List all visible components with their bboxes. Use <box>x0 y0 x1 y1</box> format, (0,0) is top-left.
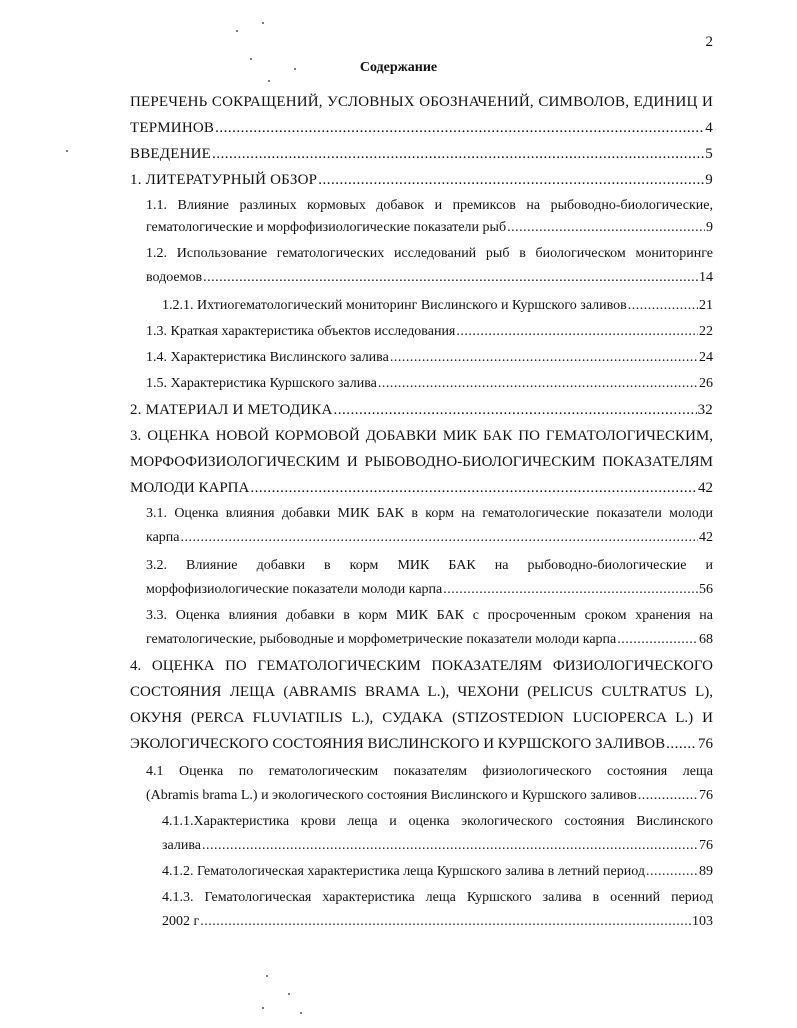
toc-entry-1-3[interactable] <box>146 320 713 344</box>
scan-speck <box>266 975 268 977</box>
toc-entry-title: 4.1.2. Гематологическая характеристика леща Куршского залива в летний период <box>162 864 645 879</box>
toc-entry-page: 5 <box>705 146 713 162</box>
toc-entry-page: 24 <box>699 350 713 365</box>
toc-entry-page: 76 <box>698 736 713 752</box>
toc-entry-3-1-line1: 3.1. Оценка влияния добавки МИК БАК в корм на гематологические показатели молоди <box>146 506 713 521</box>
scan-speck <box>236 30 238 32</box>
toc-entry-materials[interactable] <box>130 398 713 422</box>
toc-entry-page: 9 <box>706 220 713 235</box>
toc-entry-4-line1: 4. ОЦЕНКА ПО ГЕМАТОЛОГИЧЕСКИМ ПОКАЗАТЕЛЯМ ФИЗИОЛОГИЧЕСКОГО <box>130 658 713 674</box>
toc-entry-title: карпа <box>146 530 180 545</box>
toc-entry-1-2-1[interactable] <box>162 294 713 318</box>
scan-speck <box>66 150 68 152</box>
toc-entry-3-3-line1: 3.3. Оценка влияния добавки в корм МИК БАК с просроченным сроком хранения на <box>146 608 713 623</box>
toc-entry-1-1-line1: 1.1. Влияние разлиных кормовых добавок и премиксов на рыбоводно-биологические, <box>146 198 713 213</box>
toc-entry-page: 32 <box>697 402 713 418</box>
toc-entry-1-2-line1: 1.2. Использование гематологических исследований рыб в биологическом мониторинге <box>146 246 713 261</box>
scan-speck <box>300 1012 302 1014</box>
toc-entry-page: 42 <box>698 480 713 496</box>
toc-entry-3-line2: МОРФОФИЗИОЛОГИЧЕСКИМ И РЫБОВОДНО-БИОЛОГИЧЕСКИМ ПОКАЗАТЕЛЯМ <box>130 454 713 470</box>
toc-entry-page: 103 <box>692 914 713 929</box>
toc-entry-1-1[interactable] <box>146 216 713 240</box>
scan-speck <box>262 22 264 24</box>
toc-entry-page: 42 <box>699 530 713 545</box>
toc-entry-3-2-line1: 3.2. Влияние добавки в корм МИК БАК на рыбоводно-биологические и <box>146 558 713 573</box>
scan-speck <box>268 80 270 82</box>
toc-entry-title: ЭКОЛОГИЧЕСКОГО СОСТОЯНИЯ ВИСЛИНСКОГО И КУРШСКОГО ЗАЛИВОВ <box>130 736 666 752</box>
toc-entry-title: морфофизиологические показатели молоди карпа <box>146 582 443 597</box>
toc-entry-title: 1.5. Характеристика Куршского залива <box>146 376 377 391</box>
toc-entry-page: 56 <box>699 582 713 597</box>
toc-entry-literature-review[interactable] <box>130 168 713 192</box>
toc-entry-title: ТЕРМИНОВ <box>130 120 215 136</box>
toc-entry-title: ВВЕДЕНИЕ <box>130 146 211 162</box>
toc-entry-page: 76 <box>699 788 713 803</box>
toc-entry-4-line2: СОСТОЯНИЯ ЛЕЩА (ABRAMIS BRAMA L.), ЧЕХОНИ (PELICUS CULTRATUS L), <box>130 684 713 700</box>
toc-entry-title: 1.2.1. Ихтиогематологический мониторинг Вислинского и Куршского заливов <box>162 298 627 313</box>
scan-speck <box>288 993 290 995</box>
toc-entry-3[interactable] <box>130 476 713 500</box>
toc-entry-page: 76 <box>699 838 713 853</box>
toc-entry-abbreviations-line1: ПЕРЕЧЕНЬ СОКРАЩЕНИЙ, УСЛОВНЫХ ОБОЗНАЧЕНИЙ, СИМВОЛОВ, ЕДИНИЦ И <box>130 94 713 110</box>
toc-entry-4-1[interactable] <box>146 784 713 808</box>
toc-entry-page: 89 <box>699 864 713 879</box>
toc-entry-1-5[interactable] <box>146 372 713 396</box>
page-number: 2 <box>705 34 713 50</box>
toc-entry-1-4[interactable] <box>146 346 713 370</box>
toc-entry-page: 4 <box>705 120 713 136</box>
toc-entry-title: водоемов <box>146 270 203 285</box>
toc-entry-4[interactable] <box>130 732 713 756</box>
toc-entry-title: 2. МАТЕРИАЛ И МЕТОДИКА <box>130 402 333 418</box>
toc-entry-page: 68 <box>699 632 713 647</box>
toc-entry-title: 1.4. Характеристика Вислинского залива <box>146 350 389 365</box>
toc-entry-title: 1. ЛИТЕРАТУРНЫЙ ОБЗОР <box>130 172 318 188</box>
scan-speck <box>250 58 252 60</box>
scan-speck <box>262 1007 264 1009</box>
toc-entry-3-3[interactable] <box>146 628 713 652</box>
toc-entry-title: МОЛОДИ КАРПА <box>130 480 250 496</box>
toc-entry-title: (Abramis brama L.) и экологического состояния Вислинского и Куршского заливов <box>146 788 637 803</box>
toc-entry-4-1-1-line1: 4.1.1.Характеристика крови леща и оценка экологического состояния Вислинского <box>162 814 713 829</box>
toc-entry-page: 14 <box>699 270 713 285</box>
toc-entry-title: 2002 г <box>162 914 200 929</box>
toc-entry-1-2[interactable] <box>146 266 713 290</box>
toc-entry-page: 9 <box>705 172 713 188</box>
toc-entry-3-line1: 3. ОЦЕНКА НОВОЙ КОРМОВОЙ ДОБАВКИ МИК БАК ПО ГЕМАТОЛОГИЧЕСКИМ, <box>130 428 713 444</box>
toc-entry-title: гематологические, рыбоводные и морфометрические показатели молоди карпа <box>146 632 617 647</box>
toc-entry-3-1[interactable] <box>146 526 713 550</box>
toc-entry-title: 1.3. Краткая характеристика объектов исследования <box>146 324 456 339</box>
toc-entry-abbreviations[interactable] <box>130 116 713 140</box>
toc-entry-title: гематологические и морфофизиологические показатели рыб <box>146 220 507 235</box>
toc-entry-3-2[interactable] <box>146 578 713 602</box>
toc-entry-4-1-3-line1: 4.1.3. Гематологическая характеристика леща Куршского залива в осенний период <box>162 890 713 905</box>
toc-entry-4-1-3[interactable] <box>162 910 713 934</box>
toc-entry-page: 21 <box>699 298 713 313</box>
toc-entry-4-1-line1: 4.1 Оценка по гематологическим показателям физиологического состояния леща <box>146 764 713 779</box>
toc-entry-title: залива <box>162 838 201 853</box>
toc-entry-4-1-1[interactable] <box>162 834 713 858</box>
toc-entry-page: 22 <box>699 324 713 339</box>
toc-entry-4-1-2[interactable] <box>162 860 713 884</box>
toc-heading: Содержание <box>359 60 438 75</box>
toc-entry-introduction[interactable] <box>130 142 713 166</box>
scan-speck <box>294 68 296 70</box>
toc-entry-4-line3: ОКУНЯ (PERCA FLUVIATILIS L.), СУДАКА (STIZOSTEDION LUCIOPERCA L.) И <box>130 710 713 726</box>
toc-entry-page: 26 <box>699 376 713 391</box>
